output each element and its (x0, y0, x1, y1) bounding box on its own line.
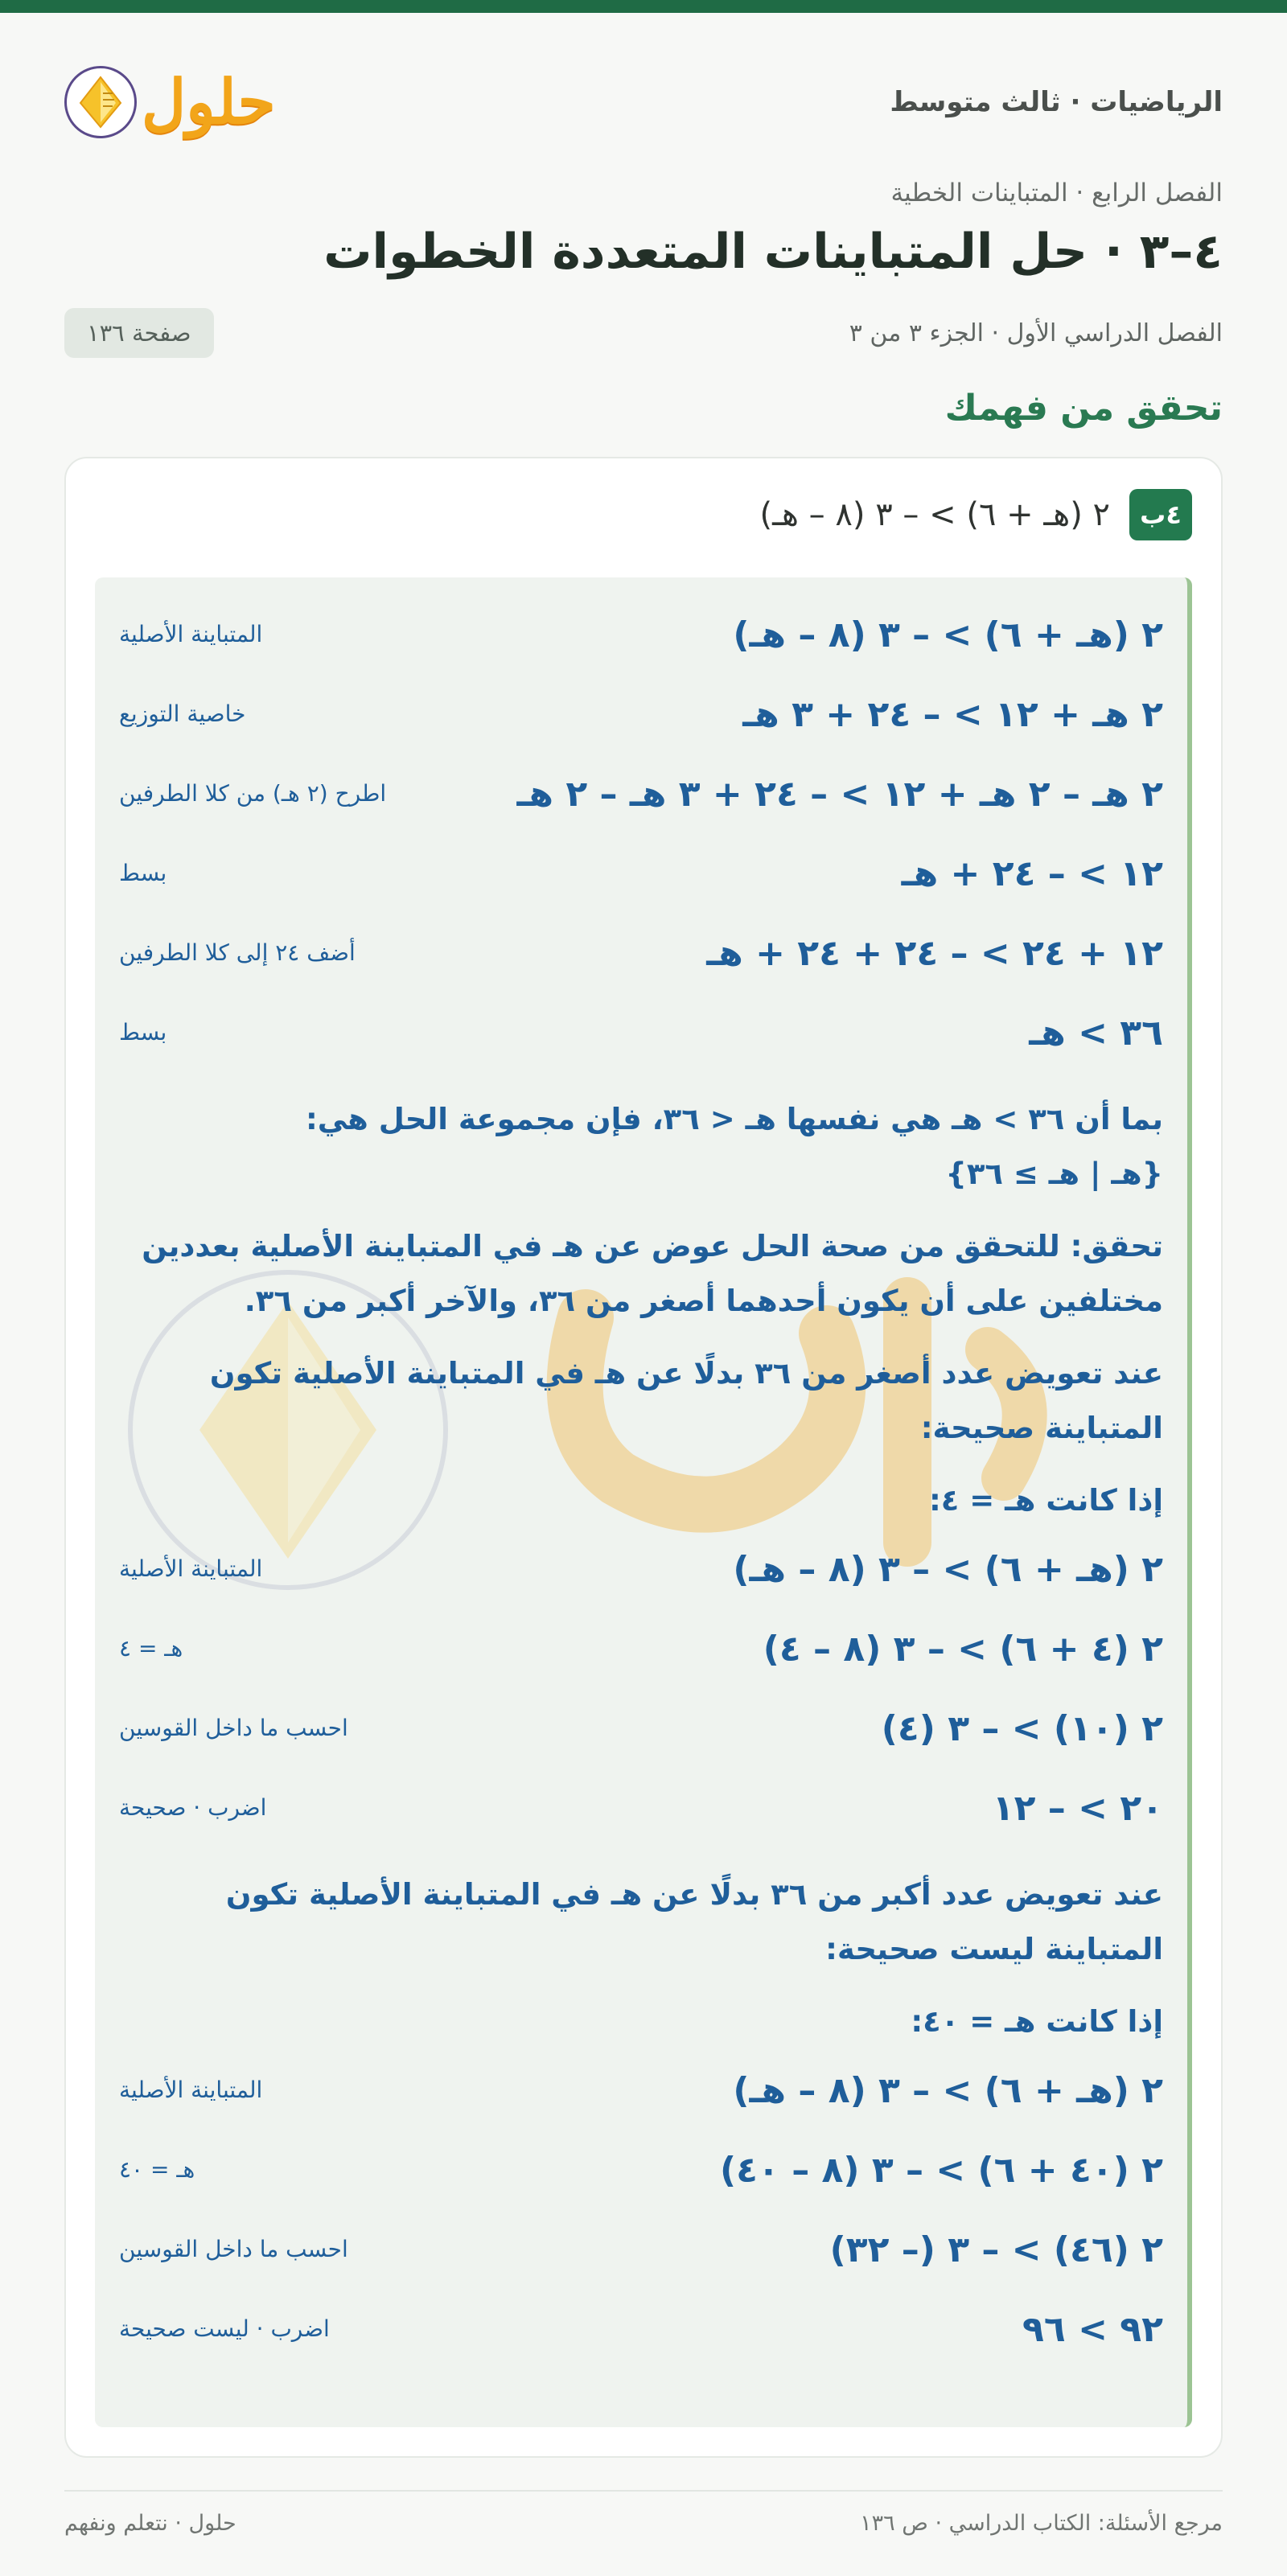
smaller-value-label: إذا كانت هـ = ٤: (928, 1483, 1163, 1518)
step-math: ٢ (هـ + ٦) > – ٣ (٨ – هـ) (733, 1549, 1163, 1590)
step-note: بسط (119, 860, 167, 886)
step-math: ١٢ > – ٢٤ + هـ (901, 853, 1163, 894)
top-accent-bar (0, 0, 1287, 13)
page-header (64, 50, 1223, 154)
step-row (119, 2229, 1163, 2309)
step-math: ٢ هـ + ١٢ > – ٢٤ + ٣ هـ (742, 694, 1163, 735)
step-row (119, 694, 1163, 774)
step-math: ٢ (٤٦) > – ٣ (– ٣٢) (829, 2229, 1163, 2270)
footer-brand[interactable]: حلول · نتعلم ونفهم (64, 2511, 236, 2536)
book-icon (64, 66, 137, 138)
step-row (119, 1629, 1163, 1708)
step-math: ١٢ + ٢٤ > – ٢٤ + ٢٤ + هـ (706, 933, 1163, 974)
step-row (119, 774, 1163, 853)
step-math: ٩٢ > ٩٦ (1022, 2309, 1163, 2350)
step-note: احسب ما داخل القوسين (119, 2236, 348, 2262)
larger-value-label: إذا كانت هـ = ٤٠: (911, 2004, 1163, 2039)
step-row (119, 2070, 1163, 2150)
footer-reference: مرجع الأسئلة: الكتاب الدراسي · ص ١٣٦ (860, 2511, 1223, 2536)
solution-panel (95, 577, 1192, 2427)
check-paragraph: تحقق: للتحقق من صحة الحل عوض عن هـ في المتباينة الأصلية بعددين مختلفين على أن يكون أحدهما أصغر من ٣٦، والآخر أكبر من ٣٦. (142, 1229, 1163, 1318)
step-row (119, 1788, 1163, 1867)
step-note: احسب ما داخل القوسين (119, 1715, 348, 1741)
step-row (119, 1549, 1163, 1629)
question-header (760, 489, 1192, 540)
step-math: ٢ هـ – ٢ هـ + ١٢ > – ٢٤ + ٣ هـ – ٢ هـ (516, 774, 1163, 815)
step-note: هـ = ٤ (119, 1635, 183, 1662)
step-note: هـ = ٤٠ (119, 2156, 195, 2183)
larger-value-paragraph: عند تعويض عدد أكبر من ٣٦ بدلًا عن هـ في المتباينة الأصلية تكون المتباينة ليست صحيحة: (225, 1877, 1163, 1966)
step-row (119, 853, 1163, 933)
logo-wordmark: حلول (142, 66, 276, 138)
step-math: ٣٦ > هـ (1029, 1013, 1163, 1054)
conclusion-text: بما أن ٣٦ > هـ هي نفسها هـ < ٣٦، فإن مجموعة الحل هي: (305, 1102, 1163, 1136)
step-note: المتباينة الأصلية (119, 2077, 263, 2103)
solution-set: {هـ | هـ ≥ ٣٦} (945, 1157, 1163, 1191)
question-number-badge: ٤ب (1129, 489, 1192, 540)
hulul-logo[interactable] (64, 66, 276, 138)
step-note: اضرب · ليست صحيحة (119, 2315, 330, 2342)
footer-divider (64, 2490, 1223, 2492)
question-card (64, 457, 1223, 2458)
step-row (119, 2309, 1163, 2389)
smaller-value-paragraph: عند تعويض عدد أصغر من ٣٦ بدلًا عن هـ في المتباينة الأصلية تكون المتباينة صحيحة: (209, 1356, 1163, 1445)
subject-label: الرياضيات · ثالث متوسط (890, 86, 1223, 118)
step-note: المتباينة الأصلية (119, 1555, 263, 1582)
step-math: ٢ (هـ + ٦) > – ٣ (٨ – هـ) (733, 614, 1163, 655)
meta-row (64, 304, 1223, 362)
step-note: أضف ٢٤ إلى كلا الطرفين (119, 939, 356, 966)
step-note: بسط (119, 1019, 167, 1046)
step-note: اضرب · صحيحة (119, 1794, 267, 1821)
solution-steps (95, 614, 1187, 2389)
semester-label: الفصل الدراسي الأول · الجزء ٣ من ٣ (849, 318, 1223, 347)
page-footer (64, 2511, 1223, 2536)
step-note: المتباينة الأصلية (119, 621, 263, 647)
step-row (119, 614, 1163, 694)
question-expression: ٢ (هـ + ٦) > – ٣ (٨ – هـ) (759, 496, 1110, 533)
page-title: ٤–٣ · حل المتباينات المتعددة الخطوات (323, 224, 1223, 280)
step-math: ٢ (٤٠ + ٦) > – ٣ (٨ – ٤٠) (720, 2150, 1163, 2191)
step-note: خاصية التوزيع (119, 700, 246, 727)
step-row (119, 2150, 1163, 2229)
step-math: ٢ (١٠) > – ٣ (٤) (881, 1708, 1163, 1749)
page-number-badge: صفحة ١٣٦ (64, 308, 214, 358)
step-math: ٢ (هـ + ٦) > – ٣ (٨ – هـ) (733, 2070, 1163, 2111)
step-note: اطرح (٢ هـ) من كلا الطرفين (119, 780, 387, 807)
step-math: ٢٠ > – ١٢ (992, 1788, 1163, 1829)
step-row (119, 1013, 1163, 1092)
section-heading: تحقق من فهمك (944, 388, 1223, 429)
chapter-label: الفصل الرابع · المتباينات الخطية (890, 179, 1223, 207)
step-row (119, 1708, 1163, 1788)
step-row (119, 933, 1163, 1013)
step-math: ٢ (٤ + ٦) > – ٣ (٨ – ٤) (763, 1629, 1163, 1670)
